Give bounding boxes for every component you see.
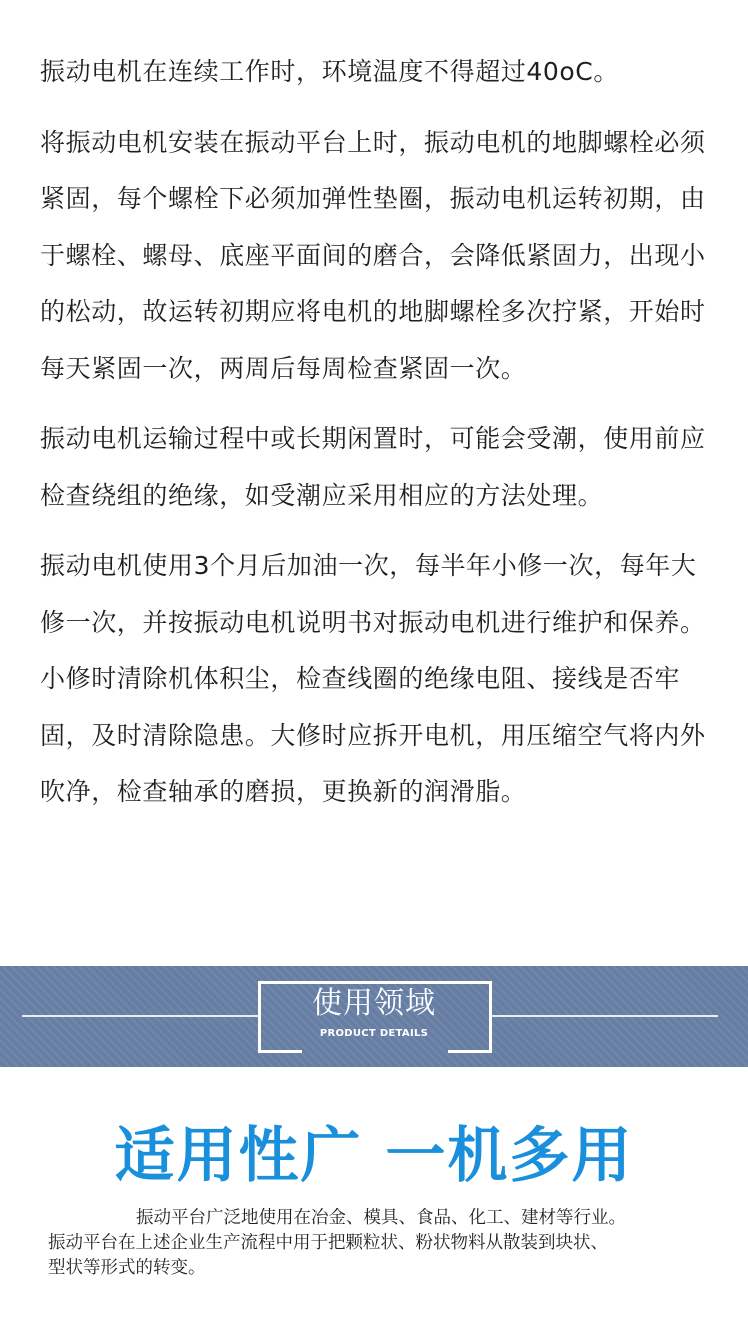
description-line: 型状等形式的转变。	[48, 1258, 206, 1278]
description-line: 振动平台广泛地使用在冶金、模具、食品、化工、建材等行业。	[136, 1208, 626, 1228]
note-lubrication-maintenance: 振动电机使用3个月后加油一次，每半年小修一次，每年大修一次，并按振动电机说明书对振动电机进行维护和保养。小修时清除机体积尘，检查线圈的绝缘电阻、接线是否牢固，及时清除隐患。大修时应拆开电机，用压缩空气将内外吹净，检查轴承的磨损，更换新的润滑脂。	[40, 551, 706, 806]
section-banner	[0, 966, 748, 1067]
banner-title: 使用领域	[312, 986, 436, 1021]
banner-subtitle: PRODUCT DETAILS	[319, 1028, 429, 1039]
description-line: 振动平台在上述企业生产流程中用于把颗粒状、粉状物料从散装到块状、	[48, 1233, 608, 1253]
application-description	[48, 1206, 718, 1281]
slogan-heading: 适用性广 一机多用	[114, 1121, 634, 1191]
note-moisture-insulation: 振动电机运输过程中或长期闲置时，可能会受潮，使用前应检查绕组的绝缘，如受潮应采用相应的方法处理。	[40, 424, 706, 510]
note-ambient-temperature: 振动电机在连续工作时，环境温度不得超过40oC。	[40, 57, 619, 86]
note-bolt-fastening: 将振动电机安装在振动平台上时，振动电机的地脚螺栓必须紧固，每个螺栓下必须加弹性垫圈，振动电机运转初期，由于螺栓、螺母、底座平面间的磨合，会降低紧固力，出现小的松动，故运转初期应将电机的地脚螺栓多次拧紧，开始时每天紧固一次，两周后每周检查紧固一次。	[40, 127, 706, 383]
